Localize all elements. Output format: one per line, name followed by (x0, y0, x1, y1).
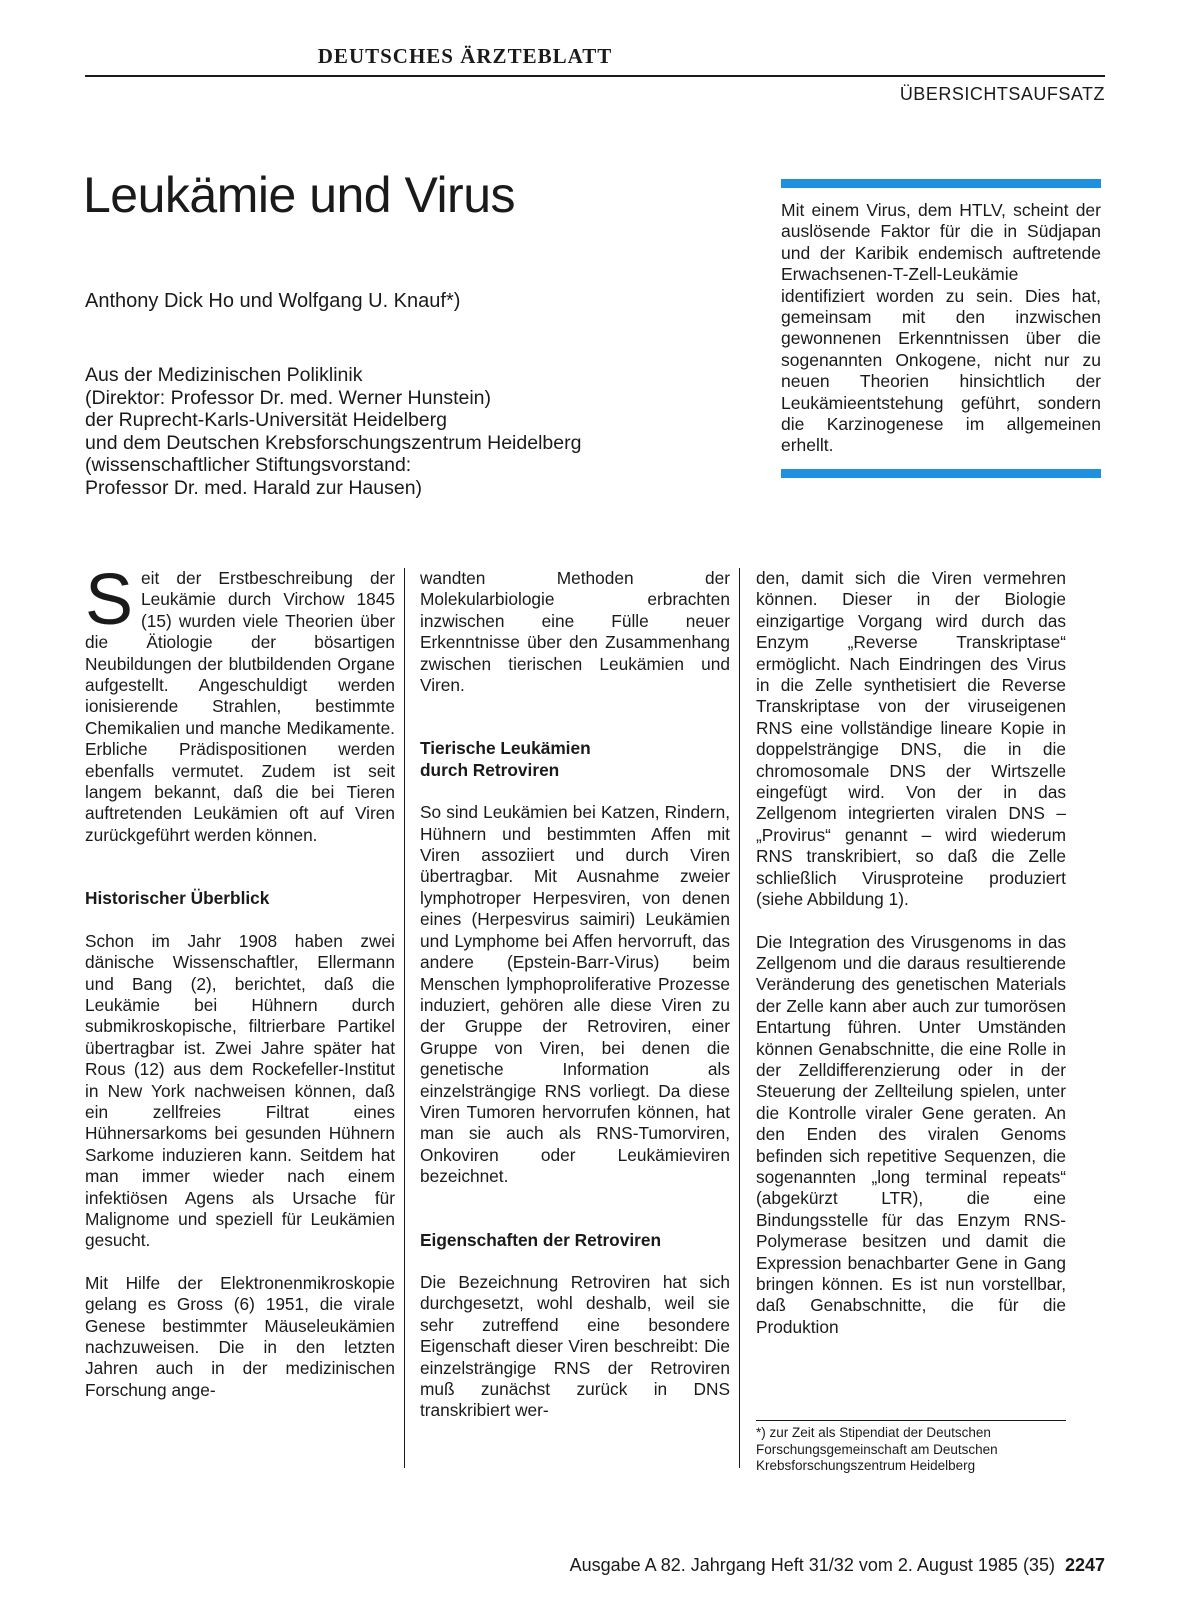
paragraph: Die Bezeichnung Retroviren hat sich durchgesetzt, wohl deshalb, weil sie sehr zutreffend eine besondere Eigenschaft dieser Viren beschreibt: Die einzelsträngige RNS der Retroviren muß zunächst zurück in DNS transkribiert wer- (420, 1271, 730, 1421)
column-2 (420, 568, 730, 1443)
affiliation-line: Professor Dr. med. Harald zur Hausen) (85, 476, 423, 499)
paragraph: den, damit sich die Viren vermehren können. Dieser in der Biologie einzigartige Vorgang wird durch das Enzym „Reverse Transkriptase“ ermöglicht. Nach Eindringen des Virus in die Zelle synthetisiert die Reverse Transkriptase von der viruseigenen RNS eine vollständige lineare Kopie in doppelsträngige DNS, die in die chromosomale DNS der Wirtszelle eingefügt wird. Von der in das Zellgenom integrierten viralen DNS – „Provirus“ genannt – wird wiederum RNS transkribiert, so daß die Zelle schließlich Virusproteine produziert (siehe Abbildung 1). (756, 568, 1066, 910)
drop-cap: S (85, 560, 134, 640)
paragraph-text: eit der Erstbeschreibung der Leukämie durch Virchow 1845 (15) wurden viele Theorien über die Ätiologie der bösartigen Neubildungen der blutbildenden Organe aufgestellt. Angeschuldigt werden ionisierende Strahlen, bestimmte Chemikalien und manche Medikamente. Erbliche Prädispositionen werden ebenfalls vermutet. Zudem ist seit langem bekannt, daß die bei Tieren auftretenden Leukämien oft auf Viren zurückgeführt werden können. (85, 568, 395, 845)
article-title: Leukämie und Virus (83, 167, 516, 223)
authors: Anthony Dick Ho und Wolfgang U. Knauf*) (85, 290, 461, 312)
paragraph: Mit Hilfe der Elektronenmikroskopie gelang es Gross (6) 1951, die virale Genese bestimmter Mäuseleukämien nachzuweisen. Die in den letzten Jahren auch in der medizinischen Forschung ange- (85, 1272, 395, 1400)
affiliation (85, 364, 725, 499)
section-heading: Eigenschaften der Retroviren (420, 1229, 662, 1250)
abstract-top-bar (781, 179, 1101, 188)
paragraph: Die Integration des Virusgenoms in das Zellgenom und die daraus resultierende Veränderung des genetischen Materials der Zelle kann aber auch zur tumorösen Entartung führen. Unter Umständen können Genabschnitte, die eine Rolle in der Zelldifferenzierung oder in der Steuerung der Zellteilung spielen, unter die Kontrolle viraler Gene geraten. An den Enden des viralen Genoms befinden sich repetitive Sequenzen, die sogenannten „long terminal repeats“ (abgekürzt LTR), die eine Bindungsstelle für das Enzym RNS-Polymerase besitzen und damit die Expression benachbarter Gene in Gang bringen können. Es ist nun vorstellbar, daß Genabschnitte, die für die Produktion (756, 931, 1066, 1337)
column-3 (756, 568, 1066, 1359)
paragraph: Schon im Jahr 1908 haben zwei dänische Wissenschaftler, Ellermann und Bang (2), berichtet, daß die Leukämie bei Hühnern durch submikroskopische, filtrierbare Partikel übertragbar ist. Zwei Jahre später hat Rous (12) aus dem Rockefeller-Institut in New York nachweisen können, daß ein zellfreies Filtrat eines Hühnersarkoms bei gesunden Hühnern Sarkome induzieren kann. Seitdem hat man immer wieder nach einem infektiösen Agens als Ursache für Malignome und speziell für Leukämien gesucht. (85, 930, 395, 1251)
abstract-bottom-bar (781, 469, 1101, 478)
footnote: *) zur Zeit als Stipendiat der Deutschen Forschungsgemeinschaft am Deutschen Krebsforschungszentrum Heidelberg (756, 1420, 1066, 1475)
column-1 (85, 560, 395, 1422)
affiliation-line: der Ruprecht-Karls-Universität Heidelberg (85, 409, 447, 431)
section-heading: Tierische Leukämien durch Retroviren (420, 738, 591, 780)
issue-info: Ausgabe A 82. Jahrgang Heft 31/32 vom 2. August 1985 (35) (569, 1555, 1055, 1575)
masthead-rule (85, 75, 1105, 77)
affiliation-line: Aus der Medizinischen Poliklinik (85, 364, 363, 386)
affiliation-line: (wissenschaftlicher Stiftungsvorstand: (85, 454, 412, 476)
section-label: ÜBERSICHTSAUFSATZ (899, 84, 1105, 104)
page-number: 2247 (1064, 1555, 1105, 1575)
affiliation-line: (Direktor: Professor Dr. med. Werner Hunstein) (85, 386, 492, 409)
paragraph: So sind Leukämien bei Katzen, Rindern, Hühnern und bestimmten Affen mit Viren assoziiert und durch Viren übertragbar. Mit Ausnahme zweier lymphotroper Herpesviren, von denen eines (Herpesvirus saimiri) Leukämien und Lymphome bei Affen hervorruft, das andere (Epstein-Barr-Virus) beim Menschen lymphoproliferative Prozesse induziert, gehören alle diese Viren zu der Gruppe der Retroviren, einer Gruppe von Viren, bei denen die genetische Information als einzelsträngige RNS vorliegt. Da diese Viren Tumoren hervorrufen können, hat man sie auch als RNS-Tumorviren, Onkoviren oder Leukämieviren bezeichnet. (420, 802, 730, 1187)
page-footer (570, 1555, 1105, 1576)
column-divider (739, 568, 740, 1468)
paragraph (85, 560, 395, 846)
affiliation-line: und dem Deutschen Krebsforschungszentrum Heidelberg (85, 431, 582, 454)
paragraph: wandten Methoden der Molekularbiologie erbrachten inzwischen eine Fülle neuer Erkenntnisse über den Zusammenhang zwischen tierischen Leukämien und Viren. (420, 568, 730, 696)
abstract-box (781, 179, 1101, 478)
masthead: DEUTSCHES ÄRZTEBLATT (317, 44, 613, 68)
abstract-text: Mit einem Virus, dem HTLV, scheint der auslösende Faktor für die in Südjapan und der Karibik endemisch auftretende Erwachsenen-T-Zell-Leukämie identifiziert worden zu sein. Dies hat, gemeinsam mit den inzwischen gewonnenen Erkenntnissen über die sogenannten Onkogene, nicht nur zu neuen Theorien hinsichtlich der Leukämieentstehung geführt, sondern die Karzinogenese im allgemeinen erhellt. (781, 200, 1101, 456)
column-divider (404, 568, 405, 1468)
section-heading: Historischer Überblick (85, 888, 270, 909)
